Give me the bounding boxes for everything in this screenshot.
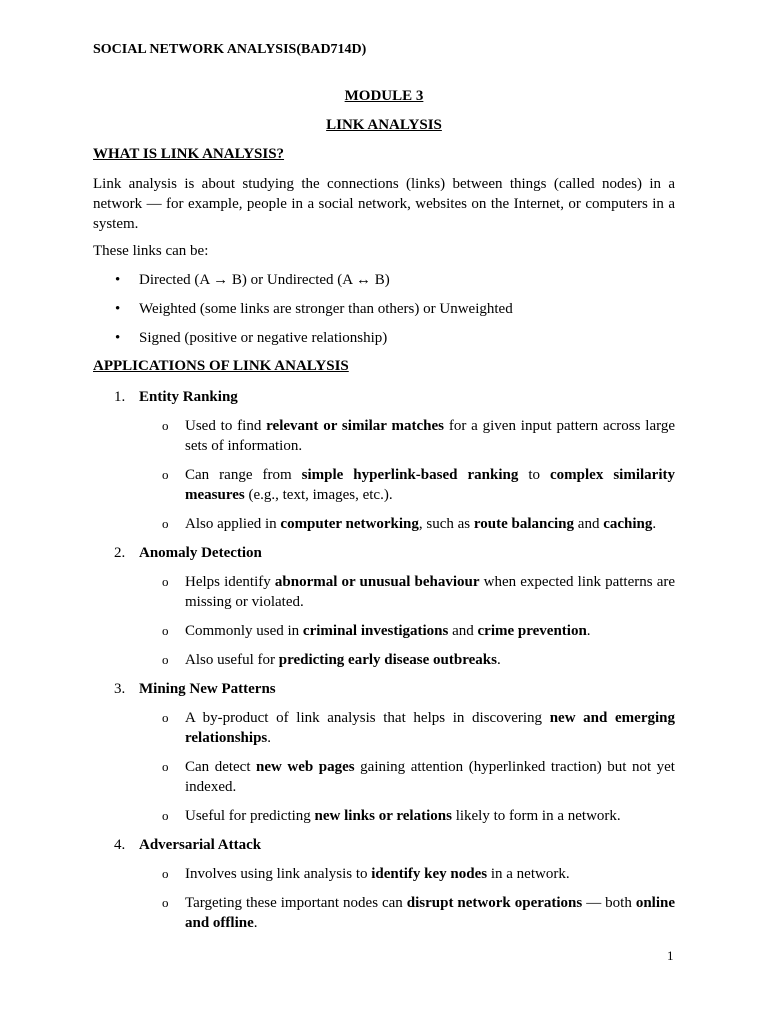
body-text: Can range from [185, 467, 302, 483]
list-item [93, 864, 675, 884]
application-number: 3. [114, 681, 126, 697]
body-text: A by-product of link analysis that helps in discovering [185, 710, 550, 726]
list-item [93, 514, 675, 534]
body-text: to [518, 467, 551, 483]
body-text: Used to find [185, 418, 267, 434]
application-number: 2. [114, 545, 126, 561]
circle-bullet-icon: o [162, 866, 169, 881]
application-heading [93, 679, 675, 708]
document-header: SOCIAL NETWORK ANALYSIS(BAD714D) [93, 42, 367, 57]
bullet-icon: • [115, 330, 121, 346]
emphasis-text: identify key nodes [371, 866, 488, 882]
application-item [93, 543, 675, 670]
list-item [93, 757, 675, 797]
circle-bullet-icon: o [162, 652, 169, 667]
emphasis-text: computer networking [280, 516, 419, 532]
application-heading [93, 835, 675, 864]
body-text: , such as [418, 516, 474, 532]
link-types-list [93, 270, 675, 357]
body-text: Targeting these important nodes can [185, 895, 407, 911]
list-item: • Directed (A → B) or Undirected (A ↔ B) [115, 272, 390, 288]
module-title: MODULE 3 [344, 88, 424, 104]
bullet-icon: • [115, 301, 121, 317]
emphasis-text: new and emerging relationships [185, 710, 675, 746]
section-heading-what-is: WHAT IS LINK ANALYSIS? [93, 146, 285, 162]
intro-paragraph: Link analysis is about studying the connections (links) between things (called nodes) in a network — for example, people in a social network, websites on the Internet, or computers in a system. [93, 176, 675, 232]
application-details-list [93, 416, 675, 534]
list-item: • Weighted (some links are stronger than others) or Unweighted [115, 301, 513, 317]
body-text: Helps identify [185, 574, 275, 590]
body-text: . [652, 516, 657, 532]
circle-bullet-icon: o [162, 467, 169, 482]
bullet-icon: • [115, 272, 121, 288]
emphasis-text: route balancing [473, 516, 575, 532]
application-details-list [93, 708, 675, 826]
body-text: gaining attention (hyperlinked traction) but not yet indexed. [185, 759, 675, 795]
applications-list [93, 387, 675, 942]
body-text: Can detect [185, 759, 257, 775]
list-item [93, 572, 675, 612]
application-heading [93, 543, 675, 572]
body-text: Also applied in [185, 516, 281, 532]
list-item: • Signed (positive or negative relationship) [115, 330, 388, 346]
body-text: Involves using link analysis to [185, 866, 372, 882]
topic-title: LINK ANALYSIS [326, 117, 442, 133]
application-title: Anomaly Detection [139, 545, 262, 561]
application-details-list [93, 864, 675, 933]
list-item [93, 650, 675, 670]
body-text: and [574, 516, 604, 532]
body-text: for a given input pattern across large sets of information. [185, 418, 675, 454]
application-item [93, 679, 675, 826]
circle-bullet-icon: o [162, 759, 169, 774]
page-number: 1 [667, 948, 674, 963]
emphasis-text: disrupt network operations [406, 895, 583, 911]
application-item [93, 387, 675, 534]
emphasis-text: predicting early disease outbreaks [278, 652, 497, 668]
circle-bullet-icon: o [162, 516, 169, 531]
body-text: . [253, 915, 258, 931]
body-text: . [586, 623, 591, 639]
list-item [93, 708, 675, 748]
emphasis-text: relevant or similar matches [266, 418, 444, 434]
circle-bullet-icon: o [162, 623, 169, 638]
body-text: Commonly used in [185, 623, 303, 639]
application-details-list [93, 572, 675, 670]
application-title: Mining New Patterns [139, 681, 276, 697]
body-text: (e.g., text, images, etc.). [244, 487, 393, 503]
application-number: 4. [114, 837, 126, 853]
circle-bullet-icon: o [162, 574, 169, 589]
application-item [93, 835, 675, 933]
emphasis-text: simple hyperlink-based ranking [301, 467, 519, 483]
section-heading-applications: APPLICATIONS OF LINK ANALYSIS [93, 358, 349, 374]
body-text: — both [582, 895, 636, 911]
application-number: 1. [114, 389, 126, 405]
list-item [93, 621, 675, 641]
emphasis-text: complex similarity measures [185, 467, 675, 503]
body-text: in a network. [487, 866, 570, 882]
emphasis-text: criminal investigations [302, 623, 449, 639]
emphasis-text: crime prevention [477, 623, 587, 639]
emphasis-text: abnormal or unusual behaviour [274, 574, 480, 590]
emphasis-text: caching [603, 516, 653, 532]
list-item [93, 806, 675, 826]
body-text: when expected link patterns are missing or violated. [185, 574, 676, 610]
body-text: Also useful for [185, 652, 279, 668]
circle-bullet-icon: o [162, 710, 169, 725]
list-item [93, 416, 675, 456]
application-title: Adversarial Attack [139, 837, 262, 853]
list-item [93, 893, 675, 933]
circle-bullet-icon: o [162, 895, 169, 910]
body-text: . [496, 652, 501, 668]
circle-bullet-icon: o [162, 808, 169, 823]
body-text: and [448, 623, 478, 639]
list-item [93, 465, 675, 505]
links-intro-paragraph: These links can be: [93, 243, 209, 259]
application-heading [93, 387, 675, 416]
body-text: . [267, 730, 271, 746]
application-title: Entity Ranking [139, 389, 238, 405]
emphasis-text: online and offline [185, 895, 675, 931]
circle-bullet-icon: o [162, 418, 169, 433]
body-text: Useful for predicting [185, 808, 315, 824]
emphasis-text: new web pages [256, 759, 355, 775]
emphasis-text: new links or relations [314, 808, 452, 824]
body-text: likely to form in a network. [451, 808, 621, 824]
